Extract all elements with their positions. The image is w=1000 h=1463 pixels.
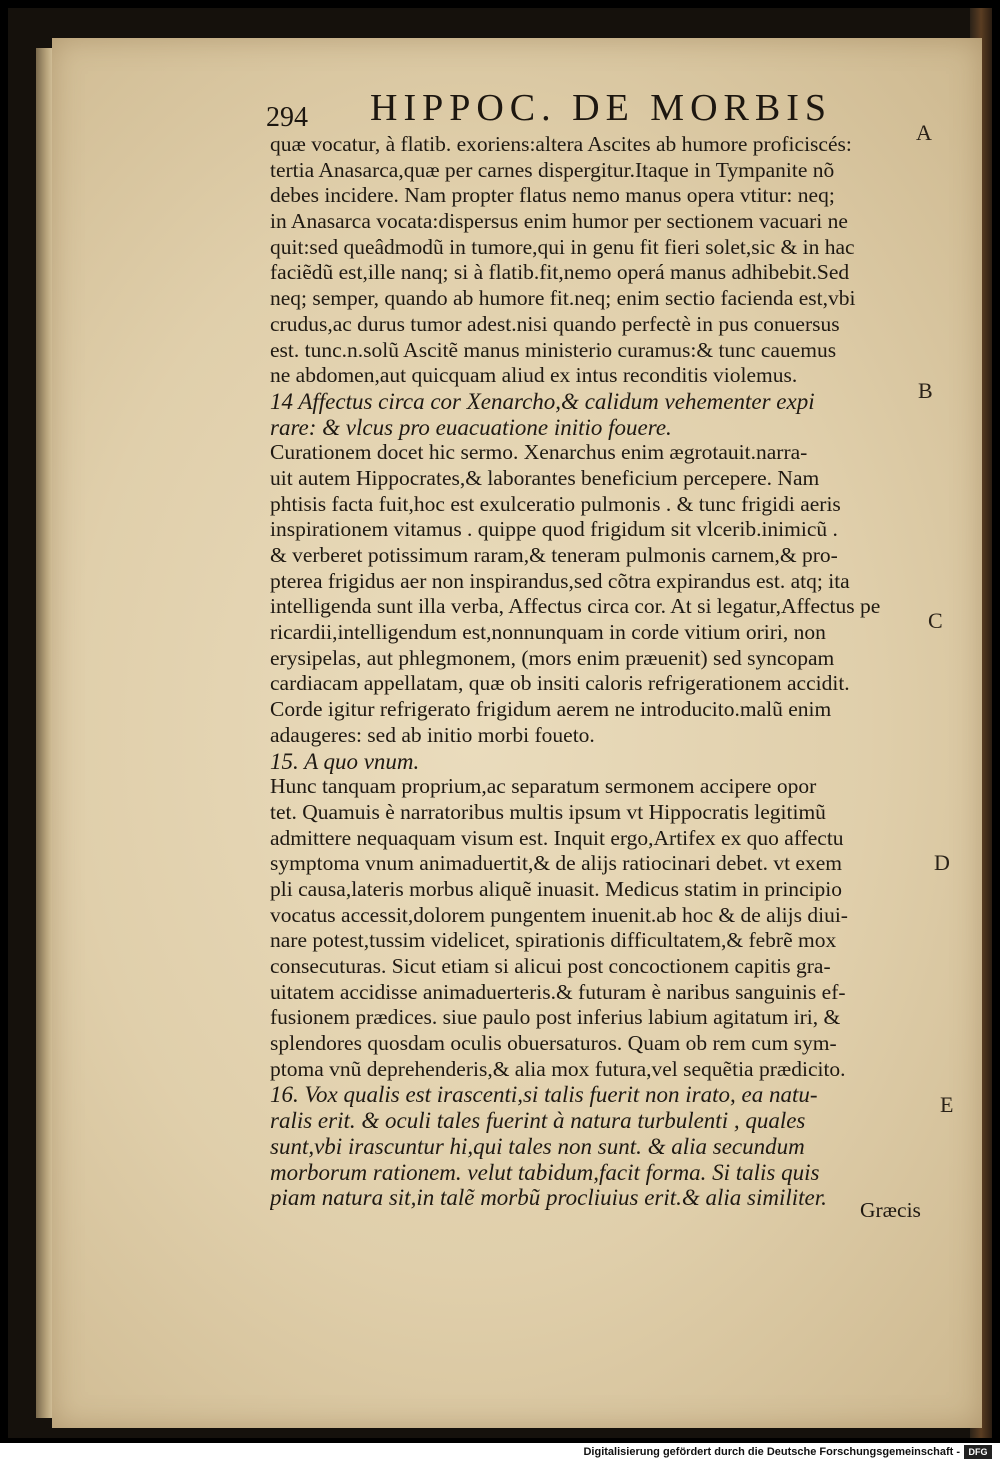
footer-credit: Digitalisierung gefördert durch die Deutsche Forschungsgemeinschaft - bbox=[583, 1446, 960, 1458]
margin-letter-a: A bbox=[916, 120, 932, 145]
text-line: inspirationem vitamus . quippe quod frigidum sit vlcerib.inimicũ . bbox=[270, 517, 838, 542]
text-line: tet. Quamuis è narratoribus multis ipsum vt Hippocratis legitimũ bbox=[270, 799, 826, 824]
text-line: adaugeres: sed ab initio morbi foueto. bbox=[270, 722, 595, 747]
text-line: consecuturas. Sicut etiam si alicui post concoctionem capitis gra- bbox=[270, 954, 831, 978]
text-line: Curationem docet hic sermo. Xenarchus enim ægrotauit.narra- bbox=[270, 440, 808, 465]
text-line: ne abdomen,aut quicquam aliud ex intus reconditis violemus. bbox=[270, 363, 798, 388]
text-line: in Anasarca vocata:dispersus enim humor per sectionem vacuari ne bbox=[270, 209, 848, 234]
text-line: symptoma vnum animaduertit,& de alijs ratiocinari debet. vt exem bbox=[270, 851, 842, 876]
running-title: HIPPOC. DE MORBIS bbox=[370, 87, 833, 129]
text-line: sunt,vbi irascuntur hi,qui tales non sunt. & alia secundum bbox=[270, 1133, 805, 1159]
text-line: ricardii,intelligendum est,nonnunquam in corde vitium oriri, non bbox=[270, 620, 826, 645]
text-line: quit:sed queâdmodũ in tumore,qui in genu fit fieri solet,sic & in hac bbox=[270, 234, 855, 259]
text-line: est. tunc.n.solũ Ascitẽ manus ministerio curamus:& tunc cauemus bbox=[270, 337, 837, 362]
text-line: uitatem accidisse animaduerteris.& futuram è naribus sanguinis ef- bbox=[270, 979, 846, 1004]
text-line: uit autem Hippocrates,& laborantes beneficium percepere. Nam bbox=[270, 465, 820, 490]
text-line: piam natura sit,in talẽ morbũ procliuius erit.& alia similiter. bbox=[270, 1185, 827, 1211]
text-line: morborum rationem. velut tabidum,facit forma. Si talis quis bbox=[270, 1159, 820, 1185]
page-number: 294 bbox=[266, 102, 308, 133]
text-line: 14 Affectus circa cor Xenarcho,& calidum vehementer expi bbox=[270, 388, 815, 414]
text-line: fusionem prædices. siue paulo post inferius labium agitatum iri, & bbox=[270, 1005, 841, 1030]
text-line: Corde igitur refrigerato frigidum aerem ne introducito.malũ enim bbox=[270, 697, 832, 722]
text-line: & verberet potissimum raram,& teneram pulmonis carnem,& pro- bbox=[270, 543, 838, 567]
text-line: faciẽdũ est,ille nanq; si à flatib.fit,nemo operá manus adhibebit.Sed bbox=[270, 260, 850, 285]
text-line: vocatus accessit,dolorem pungentem inuenit.ab hoc & de alijs diui- bbox=[270, 902, 848, 927]
text-line: admittere nequaquam visum est. Inquit ergo,Artifex ex quo affectu bbox=[270, 825, 844, 850]
margin-letter-d: D bbox=[934, 850, 950, 875]
text-line: phtisis facta fuit,hoc est exulceratio pulmonis . & tunc frigidi aeris bbox=[270, 491, 841, 516]
text-line: splendores quosdam oculis obuersaturos. Quam ob rem cum sym- bbox=[270, 1031, 837, 1056]
text-line: quæ vocatur, à flatib. exoriens:altera Ascites ab humore proficiscés: bbox=[270, 132, 852, 156]
text-line: debes incidere. Nam propter flatus nemo manus opera vtitur: neq; bbox=[270, 183, 835, 208]
text-line: 15. A quo vnum. bbox=[270, 748, 420, 774]
margin-letter-c: C bbox=[928, 608, 943, 633]
margin-letter-b: B bbox=[918, 378, 933, 403]
dfg-logo: DFG bbox=[964, 1445, 992, 1459]
text-line: ptoma vnũ deprehenderis,& alia mox futura,vel sequẽtia prædicito. bbox=[270, 1056, 846, 1081]
text-line: crudus,ac durus tumor adest.nisi quando perfectè in pus conuersus bbox=[270, 311, 840, 336]
text-line: intelligenda sunt illa verba, Affectus circa cor. At si legatur,Affectus pe bbox=[270, 594, 881, 619]
text-line: 16. Vox qualis est irascenti,si talis fuerit non irato, ea natu- bbox=[270, 1082, 818, 1108]
text-line: Hunc tanquam proprium,ac separatum sermonem accipere opor bbox=[270, 774, 817, 799]
body-text bbox=[270, 132, 960, 1211]
text-line: pterea frigidus aer non inspirandus,sed cõtra expirandus est. atq; ita bbox=[270, 568, 850, 593]
text-line: ralis erit. & oculi tales fuerint à natura turbulenti , quales bbox=[270, 1108, 806, 1134]
catchword: Græcis bbox=[860, 1198, 921, 1222]
margin-letter-e: E bbox=[940, 1092, 954, 1117]
text-line: erysipelas, aut phlegmonem, (mors enim præuenit) sed syncopam bbox=[270, 645, 835, 670]
text-line: nare potest,tussim videlicet, spirationis difficultatem,& febrẽ mox bbox=[270, 928, 837, 953]
text-line: cardiacam appellatam, quæ ob insiti caloris refrigerationem accidit. bbox=[270, 671, 850, 696]
text-line: pli causa,lateris morbus aliquẽ inuasit. Medicus statim in principio bbox=[270, 876, 843, 901]
text-line: tertia Anasarca,quæ per carnes dispergitur.Itaque in Tympanite nõ bbox=[270, 157, 835, 182]
text-line: rare: & vlcus pro euacuatione initio fouere. bbox=[270, 414, 672, 440]
text-line: neq; semper, quando ab humore fit.neq; enim sectio facienda est,vbi bbox=[270, 286, 856, 311]
